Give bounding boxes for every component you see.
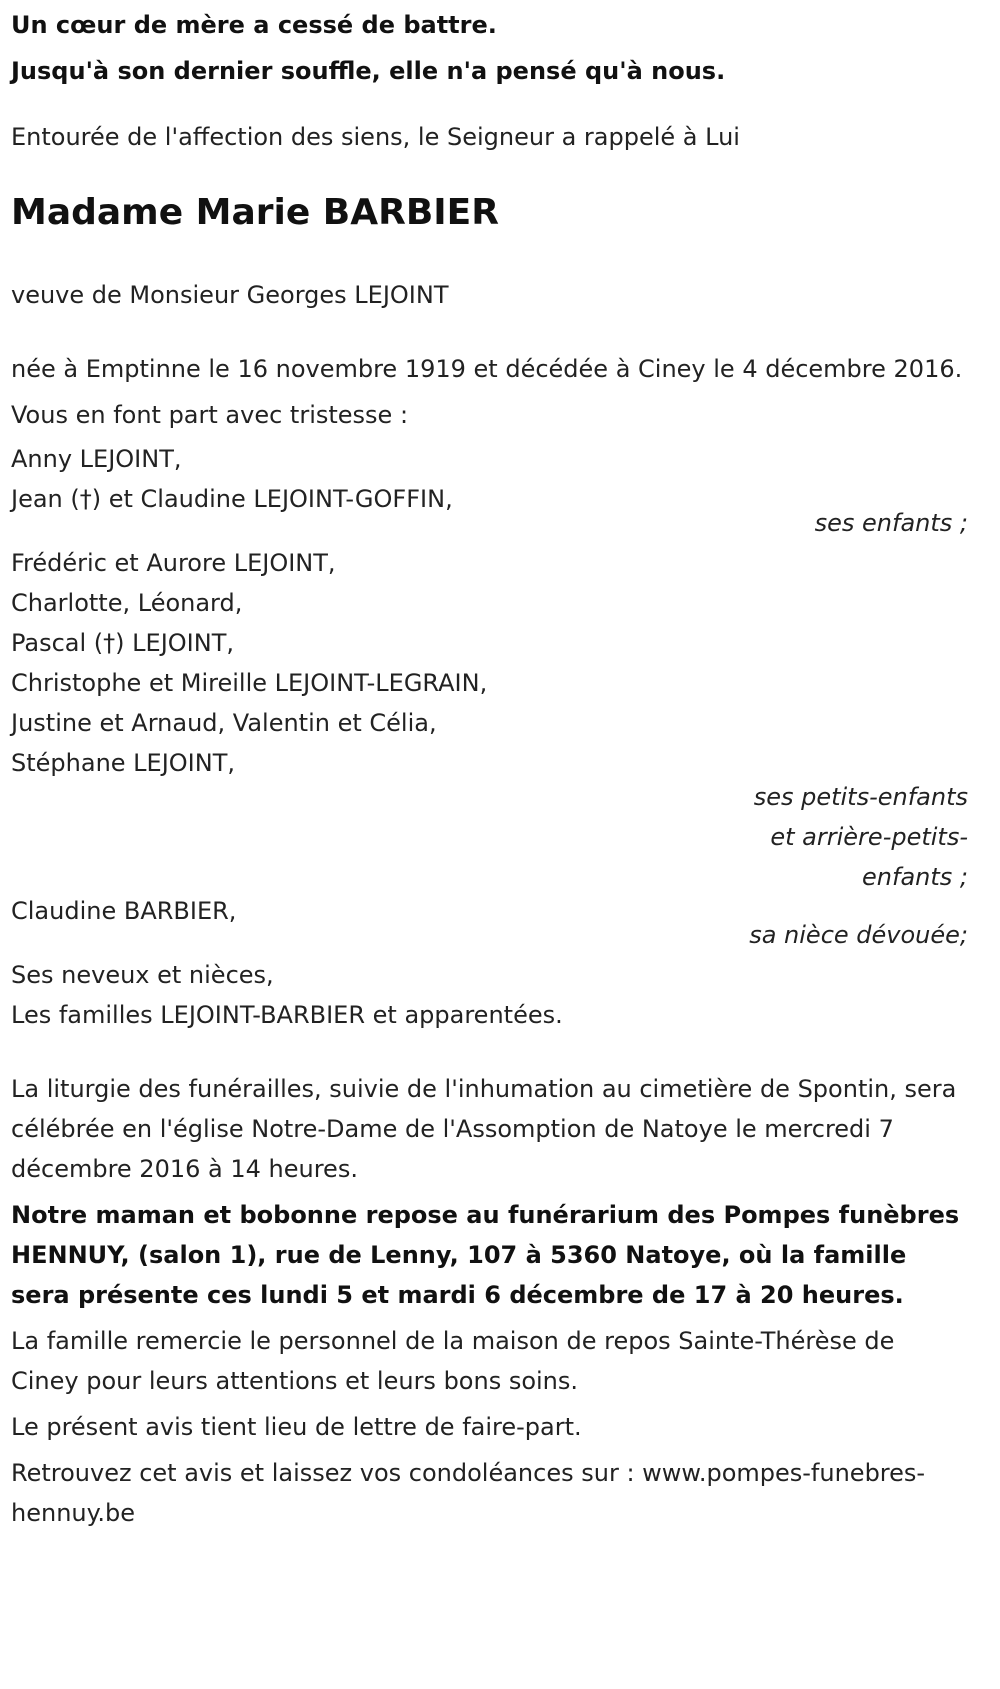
- liturgy-text: La liturgie des funérailles, suivie de l'inhumation au cimetière de Spontin, sera célébrée en l'église Notre-Dame de l'Assomption de Natoye le mercredi 7 décembre 2016 à 14 heures.: [11, 1075, 957, 1183]
- grandchildren-relation-line: et arrière-petits-: [770, 823, 968, 851]
- other-relatives-line: Les familles LEJOINT-BARBIER et apparentées.: [11, 1001, 563, 1029]
- other-relatives-line: Ses neveux et nièces,: [11, 961, 274, 989]
- grandchild-name: Charlotte, Léonard,: [11, 589, 243, 617]
- thanks-text: La famille remercie le personnel de la maison de repos Sainte-Thérèse de Ciney pour leurs attentions et leurs bons soins.: [11, 1327, 895, 1395]
- grandchildren-relation-line: enfants ;: [862, 863, 968, 891]
- niece-relation: sa nièce dévouée;: [749, 921, 968, 949]
- intro-line-2: Jusqu'à son dernier souffle, elle n'a pensé qu'à nous.: [11, 57, 726, 85]
- children-relation: ses enfants ;: [814, 509, 968, 537]
- grandchildren-relation-line: ses petits-enfants: [753, 783, 968, 811]
- widow-of-text: veuve de Monsieur Georges LEJOINT: [11, 281, 449, 309]
- child-name: Jean (†) et Claudine LEJOINT-GOFFIN,: [11, 485, 453, 513]
- condolences-text: Retrouvez cet avis et laissez vos condoléances sur : www.pompes-funebres-hennuy.be: [11, 1459, 926, 1527]
- child-name: Anny LEJOINT,: [11, 445, 182, 473]
- niece-name: Claudine BARBIER,: [11, 897, 237, 925]
- grandchild-name: Justine et Arnaud, Valentin et Célia,: [11, 709, 437, 737]
- grandchild-name: Pascal (†) LEJOINT,: [11, 629, 234, 657]
- obituary-page: [0, 5, 1000, 1689]
- deceased-name: Madame Marie BARBIER: [11, 192, 499, 233]
- grandchildren-list: [11, 543, 968, 783]
- funerarium-text: Notre maman et bobonne repose au funérarium des Pompes funèbres HENNUY, (salon 1), rue de Lenny, 107 à 5360 Natoye, où la famille sera présente ces lundi 5 et mardi 6 décembre de 17 à 20 heures.: [11, 1201, 960, 1309]
- share-line: Vous en font part avec tristesse :: [11, 401, 409, 429]
- intro-line-1: Un cœur de mère a cessé de battre.: [11, 11, 497, 39]
- other-relatives: [11, 955, 968, 1035]
- grandchild-name: Christophe et Mireille LEJOINT-LEGRAIN,: [11, 669, 488, 697]
- grandchild-name: Frédéric et Aurore LEJOINT,: [11, 549, 336, 577]
- birth-death-text: née à Emptinne le 16 novembre 1919 et décédée à Ciney le 4 décembre 2016.: [11, 355, 963, 383]
- grandchildren-relation: [11, 777, 968, 897]
- announcement-text: Entourée de l'affection des siens, le Seigneur a rappelé à Lui: [11, 123, 740, 151]
- notice-text: Le présent avis tient lieu de lettre de faire-part.: [11, 1413, 582, 1441]
- grandchild-name: Stéphane LEJOINT,: [11, 749, 235, 777]
